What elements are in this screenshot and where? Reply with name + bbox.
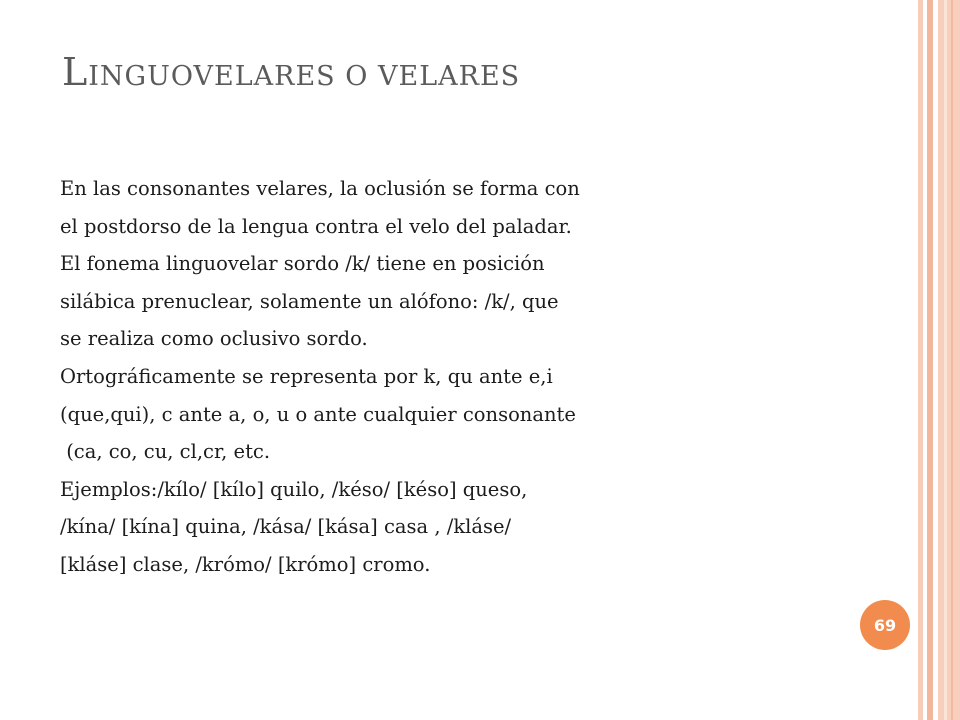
body-line: El fonema linguovelar sordo /k/ tiene en posición — [60, 252, 545, 276]
body-line: Ortográficamente se representa por k, qu ante e,i — [60, 364, 553, 388]
decorative-stripe — [951, 0, 953, 720]
body-line: En las consonantes velares, la oclusión se forma con — [60, 177, 580, 200]
page-number-badge: 69 — [860, 600, 910, 650]
body-line: el postdorso de la lengua contra el velo del paladar. — [60, 214, 572, 238]
body-line: Ejemplos:/kílo/ [kílo] quilo, /késo/ [késo] queso, — [60, 477, 528, 501]
body-line: [kláse] clase, /krómo/ [krómo] cromo. — [60, 552, 431, 576]
body-line: (ca, co, cu, cl,cr, etc. — [60, 440, 271, 464]
slide-title — [62, 50, 520, 94]
slide-body — [60, 170, 820, 584]
body-line: /kína/ [kína] quina, /kása/ [kása] casa , /kláse/ — [60, 515, 512, 539]
body-line: (que,qui), c ante a, o, u o ante cualquier consonante — [60, 402, 576, 426]
body-line: se realiza como oclusivo sordo. — [60, 327, 368, 351]
decorative-stripe — [938, 0, 960, 720]
decorative-stripe — [944, 0, 947, 720]
slide-title-initial: L — [62, 50, 89, 94]
body-line: silábica prenuclear, solamente un alófono: /k/, que — [60, 289, 559, 313]
slide-title-rest: INGUOVELARES O VELARES — [88, 61, 521, 92]
